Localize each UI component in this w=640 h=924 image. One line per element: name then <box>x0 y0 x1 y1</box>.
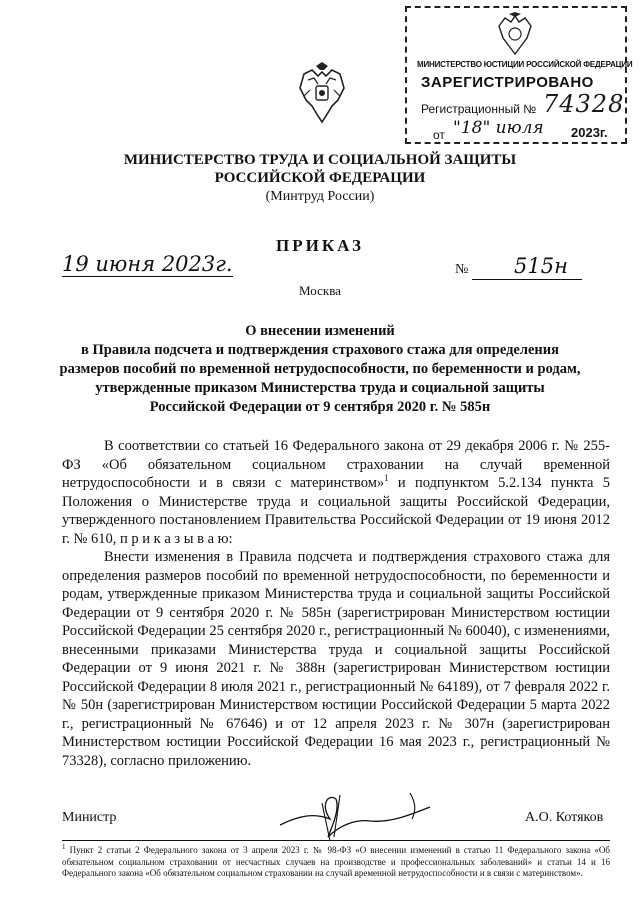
order-paragraph: Внести изменения в Правила подсчета и подтверждения страхового стажа для определения размеров пособий по временной нетрудоспособности, по беременности и родам, утвержденные приказом Министерства труда и социальной защиты Российской Федерации от 9 сентября 2020 г. № 585н (зарегистрирован Министерством юстиции Российской Федерации 25 сентября 2020 г., регистрационный № 60040), с изменениями, внесенными приказами Министерства труда и социальной защиты Российской Федерации от 9 июня 2021 г. № 388н (зарегистрирован Министерством юстиции Российской Федерации 8 июля 2021 г., регистрационный № 64189), от 7 февраля 2022 г. № 50н (зарегистрирован Министерством юстиции Российской Федерации 5 марта 2022 г., регистрационный № 67646) и от 12 апреля 2023 г. № 307н (зарегистрирован Министерством юстиции Российской Федерации 16 мая 2023 г., регистрационный № 73328), согласно приложению. <box>62 549 610 769</box>
preamble-paragraph <box>62 437 610 548</box>
signature-icon <box>270 785 440 845</box>
subject-line: в Правила подсчета и подтверждения страхового стажа для определения <box>81 342 559 358</box>
footnote-number: 1 <box>62 843 66 851</box>
stamp-date-year: 2023г. <box>571 125 608 140</box>
subject-line: размеров пособий по временной нетрудоспособности, по беременности и родам, <box>59 361 581 377</box>
stamp-regnum-value: 74328 <box>543 90 625 118</box>
subject-line: О внесении изменений <box>245 323 395 339</box>
order-number-label: № <box>455 262 469 277</box>
minister-label: Министр <box>62 810 117 825</box>
city: Москва <box>299 283 341 298</box>
coat-of-arms-icon <box>296 60 348 126</box>
footnote-ref: 1 <box>384 473 389 484</box>
subject-line: Российской Федерации от 9 сентября 2020 г. № 585н <box>149 399 491 415</box>
order-date: 19 июня 2023г. <box>62 252 233 276</box>
footnote <box>62 845 610 880</box>
stamp-registered-label: ЗАРЕГИСТРИРОВАНО <box>421 74 594 91</box>
order-number-line <box>472 279 582 280</box>
ministry-title-line1: МИНИСТЕРСТВО ТРУДА И СОЦИАЛЬНОЙ ЗАЩИТЫ <box>123 152 517 168</box>
stamp-date-prefix: от <box>433 128 445 142</box>
preamble-text: В соответствии со статьей 16 Федерального закона от 29 декабря 2006 г. № 255-ФЗ «Об обязательном социальном страховании на случай временной нетрудоспособности и в связи с материнством» <box>62 438 610 491</box>
footnote-divider <box>62 840 610 841</box>
stamp-regnum-label: Регистрационный № <box>421 102 537 116</box>
order-title: ПРИКАЗ <box>276 236 364 255</box>
subject-line: утвержденные приказом Министерства труда и социальной защиты <box>95 380 545 396</box>
stamp-ministry-name: МИНИСТЕРСТВО ЮСТИЦИИ РОССИЙСКОЙ ФЕДЕРАЦИИ <box>417 60 633 69</box>
stamp-date-value: "18" июля <box>453 118 544 138</box>
registration-stamp <box>405 6 633 144</box>
order-subject <box>40 322 600 417</box>
minister-name: А.О. Котяков <box>525 810 604 825</box>
preamble-text-cont: и подпунктом 5.2.134 пункта 5 Положения о Министерстве труда и социальной защиты Российской Федерации, утвержденного постановлением Правительства Российской Федерации от 19 июня 2012 г. № 610, п р и к а з ы в а ю: <box>62 475 610 547</box>
ministry-short-name: (Минтруд России) <box>265 189 375 204</box>
ministry-title-line2: РОССИЙСКОЙ ФЕДЕРАЦИИ <box>214 170 426 186</box>
footnote-text: Пункт 2 статьи 2 Федерального закона от 3 апреля 2023 г. № 98-ФЗ «О внесении изменений в статью 11 Федерального закона «Об обязательном социальном страховании от несчастных случаев на производстве и профессиональных заболеваний» и статьи 14 и 16 Федерального закона «Об обязательном социальном страховании на случай временной нетрудоспособности и в связи с материнством». <box>62 845 610 878</box>
coat-of-arms-icon <box>495 12 535 58</box>
order-number-value: 515н <box>514 254 568 278</box>
